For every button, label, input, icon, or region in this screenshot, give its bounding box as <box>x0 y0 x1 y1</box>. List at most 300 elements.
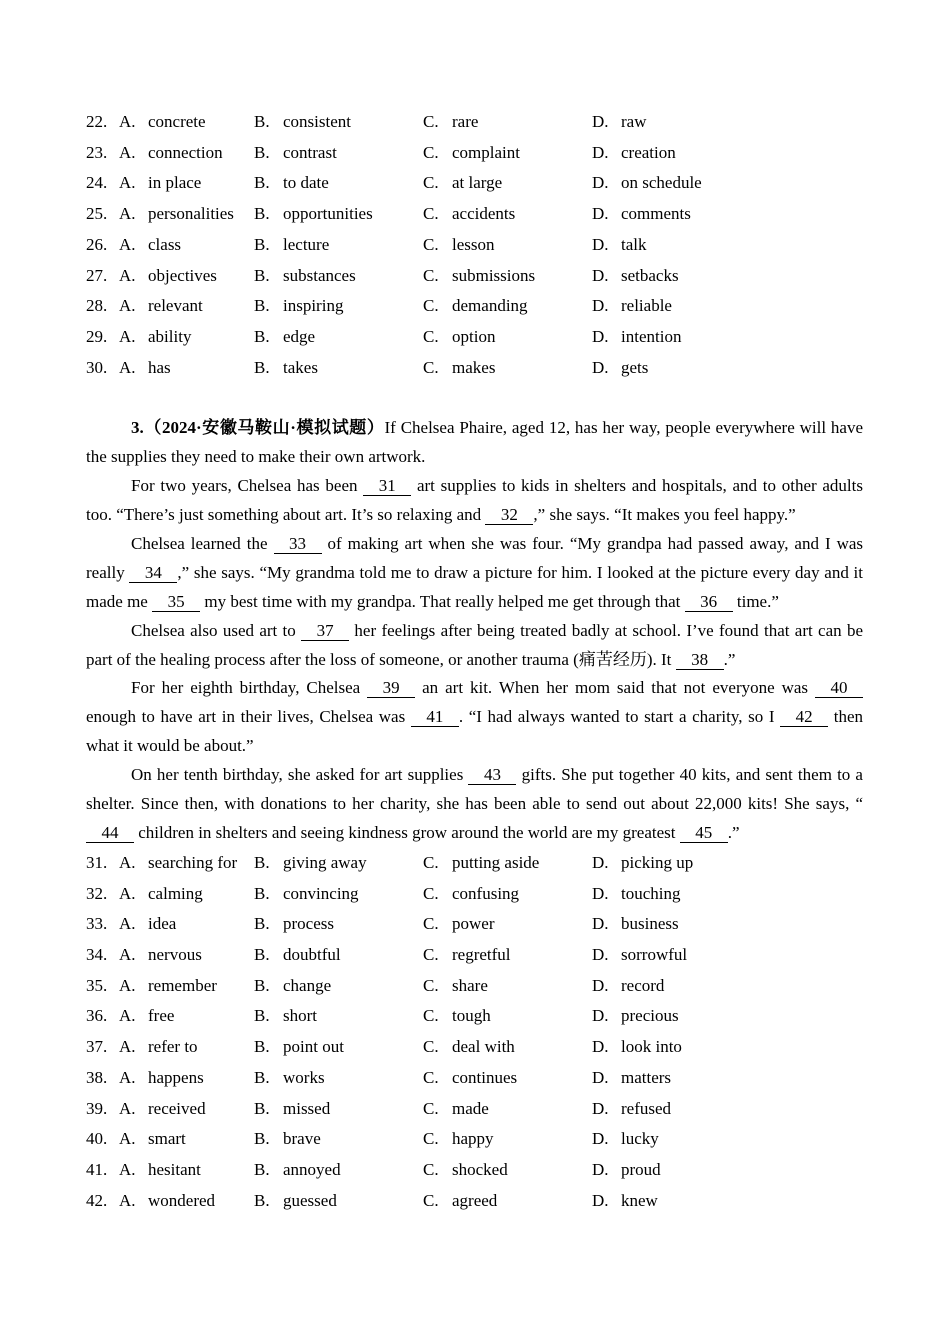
option-text: contrast <box>283 142 337 162</box>
option-b <box>254 909 423 940</box>
option-text: made <box>452 1098 489 1118</box>
option-d <box>592 971 863 1002</box>
option-letter: C. <box>423 296 439 316</box>
option-text: shocked <box>452 1159 508 1179</box>
question-row <box>86 322 863 353</box>
option-letter: D. <box>592 296 609 316</box>
option-letter: C. <box>423 1037 439 1057</box>
option-letter: A. <box>119 975 136 995</box>
option-letter: A. <box>119 1067 136 1087</box>
option-b <box>254 353 423 384</box>
option-letter: C. <box>423 326 439 346</box>
option-text: missed <box>283 1098 331 1118</box>
option-b <box>254 971 423 1002</box>
option-text: regretful <box>452 945 511 965</box>
option-text: lesson <box>452 234 495 254</box>
option-text: sorrowful <box>621 945 688 965</box>
passage-text: ,” she says. “My grandma told me to draw a picture for him. I looked at the picture every day and it made me <box>86 562 863 611</box>
option-text: accidents <box>452 204 516 224</box>
option-a <box>119 291 254 322</box>
option-letter: D. <box>592 173 609 193</box>
option-c <box>423 971 592 1002</box>
option-letter: D. <box>592 914 609 934</box>
option-c <box>423 1032 592 1063</box>
cloze-passage <box>86 414 863 848</box>
option-text: inspiring <box>283 296 344 316</box>
option-c <box>423 1124 592 1155</box>
option-letter: D. <box>592 1159 609 1179</box>
option-text: has <box>148 357 171 377</box>
option-c <box>423 199 592 230</box>
option-text: business <box>621 914 679 934</box>
option-d <box>592 322 863 353</box>
option-letter: B. <box>254 975 270 995</box>
passage-text: then what it would be about.” <box>86 707 863 756</box>
option-d <box>592 940 863 971</box>
option-text: demanding <box>452 296 528 316</box>
option-text: at large <box>452 173 503 193</box>
option-text: substances <box>283 265 356 285</box>
question-number: 37. <box>86 1037 108 1057</box>
option-b <box>254 291 423 322</box>
option-b <box>254 261 423 292</box>
option-text: works <box>283 1067 325 1087</box>
option-text: submissions <box>452 265 536 285</box>
option-text: lucky <box>621 1129 659 1149</box>
option-text: precious <box>621 1006 679 1026</box>
option-letter: B. <box>254 112 270 131</box>
question-number: 38. <box>86 1067 108 1087</box>
question-row <box>86 353 863 384</box>
option-letter: B. <box>254 1159 270 1179</box>
option-letter: B. <box>254 1006 270 1026</box>
option-d <box>592 1155 863 1186</box>
question-number: 35. <box>86 975 108 995</box>
option-letter: C. <box>423 975 439 995</box>
option-text: change <box>283 975 332 995</box>
option-c <box>423 291 592 322</box>
option-letter: C. <box>423 204 439 224</box>
option-letter: A. <box>119 326 136 346</box>
option-c <box>423 261 592 292</box>
option-b <box>254 322 423 353</box>
cloze-blank: 43 <box>468 766 516 785</box>
option-letter: D. <box>592 945 609 965</box>
option-text: in place <box>148 173 202 193</box>
option-b <box>254 107 423 138</box>
option-b <box>254 1186 423 1217</box>
option-text: concrete <box>148 112 206 131</box>
option-text: giving away <box>283 852 367 872</box>
option-a <box>119 168 254 199</box>
cloze-blank: 44 <box>86 824 134 843</box>
option-text: raw <box>621 112 647 131</box>
question-number: 39. <box>86 1098 108 1118</box>
option-text: free <box>148 1006 175 1026</box>
option-letter: D. <box>592 142 609 162</box>
cloze-blank: 41 <box>411 708 459 727</box>
passage-paragraph <box>86 530 863 617</box>
option-letter: A. <box>119 112 136 131</box>
option-d <box>592 909 863 940</box>
option-letter: B. <box>254 265 270 285</box>
option-a <box>119 940 254 971</box>
option-text: look into <box>621 1037 682 1057</box>
option-letter: A. <box>119 914 136 934</box>
option-letter: D. <box>592 112 609 131</box>
option-b <box>254 199 423 230</box>
option-letter: D. <box>592 1129 609 1149</box>
option-letter: D. <box>592 883 609 903</box>
option-b <box>254 1124 423 1155</box>
option-c <box>423 230 592 261</box>
option-letter: D. <box>592 852 609 872</box>
option-letter: A. <box>119 357 136 377</box>
option-letter: A. <box>119 173 136 193</box>
option-c <box>423 1094 592 1125</box>
option-text: point out <box>283 1037 344 1057</box>
option-a <box>119 1032 254 1063</box>
option-letter: C. <box>423 883 439 903</box>
cloze-blank: 40 <box>815 679 863 698</box>
option-letter: B. <box>254 296 270 316</box>
option-text: knew <box>621 1190 658 1210</box>
option-letter: C. <box>423 945 439 965</box>
option-c <box>423 168 592 199</box>
question-row <box>86 138 863 169</box>
option-letter: C. <box>423 1098 439 1118</box>
option-a <box>119 107 254 138</box>
question-number: 22. <box>86 112 108 131</box>
option-text: talk <box>621 234 647 254</box>
option-letter: C. <box>423 112 439 131</box>
question-number: 30. <box>86 357 108 377</box>
option-text: opportunities <box>283 204 373 224</box>
option-b <box>254 879 423 910</box>
option-letter: A. <box>119 296 136 316</box>
option-b <box>254 848 423 879</box>
option-c <box>423 1155 592 1186</box>
option-text: edge <box>283 326 316 346</box>
option-text: relevant <box>148 296 203 316</box>
option-a <box>119 1186 254 1217</box>
option-text: creation <box>621 142 676 162</box>
option-text: comments <box>621 204 691 224</box>
question-row <box>86 879 863 910</box>
option-text: calming <box>148 883 203 903</box>
option-letter: A. <box>119 1006 136 1026</box>
passage-text: ,” she says. “It makes you feel happy.” <box>533 505 796 525</box>
option-letter: C. <box>423 852 439 872</box>
passage-text: of making art when she was four. “My grandpa had passed away, and I was really <box>86 533 864 582</box>
option-letter: B. <box>254 1098 270 1118</box>
option-d <box>592 1063 863 1094</box>
option-d <box>592 353 863 384</box>
option-a <box>119 1094 254 1125</box>
option-text: tough <box>452 1006 491 1026</box>
question-number: 42. <box>86 1190 108 1210</box>
option-letter: B. <box>254 204 270 224</box>
option-text: nervous <box>148 945 202 965</box>
option-letter: A. <box>119 1159 136 1179</box>
option-d <box>592 879 863 910</box>
passage-text: .” <box>727 823 740 843</box>
option-text: on schedule <box>621 173 702 193</box>
option-c <box>423 353 592 384</box>
option-text: process <box>283 914 334 934</box>
option-a <box>119 322 254 353</box>
option-d <box>592 199 863 230</box>
question-number: 33. <box>86 914 108 934</box>
option-letter: A. <box>119 234 136 254</box>
option-letter: A. <box>119 852 136 872</box>
option-letter: A. <box>119 265 136 285</box>
option-letter: B. <box>254 852 270 872</box>
option-text: makes <box>452 357 496 377</box>
option-letter: A. <box>119 1098 136 1118</box>
option-d <box>592 230 863 261</box>
option-b <box>254 1094 423 1125</box>
option-letter: C. <box>423 1159 439 1179</box>
option-a <box>119 848 254 879</box>
question-row <box>86 909 863 940</box>
option-letter: D. <box>592 204 609 224</box>
option-text: continues <box>452 1067 518 1087</box>
question-row <box>86 199 863 230</box>
option-b <box>254 1001 423 1032</box>
option-b <box>254 168 423 199</box>
option-a <box>119 261 254 292</box>
option-d <box>592 168 863 199</box>
option-text: hesitant <box>148 1159 201 1179</box>
option-a <box>119 1001 254 1032</box>
option-letter: A. <box>119 945 136 965</box>
passage-text: For two years, Chelsea has been <box>131 476 364 496</box>
question-row <box>86 261 863 292</box>
option-text: picking up <box>621 852 694 872</box>
cloze-blank: 42 <box>780 708 828 727</box>
option-text: happens <box>148 1067 204 1087</box>
option-text: smart <box>148 1129 186 1149</box>
question-number: 41. <box>86 1159 108 1179</box>
option-b <box>254 138 423 169</box>
question-row <box>86 848 863 879</box>
question-row <box>86 1001 863 1032</box>
option-text: complaint <box>452 142 520 162</box>
option-a <box>119 971 254 1002</box>
question-number: 26. <box>86 234 108 254</box>
option-b <box>254 940 423 971</box>
option-letter: C. <box>423 265 439 285</box>
option-text: gets <box>621 357 649 377</box>
option-text: power <box>452 914 495 934</box>
option-text: annoyed <box>283 1159 341 1179</box>
passage-text: Chelsea learned the <box>131 533 274 553</box>
option-letter: A. <box>119 1037 136 1057</box>
question-row <box>86 1063 863 1094</box>
option-text: refused <box>621 1098 672 1118</box>
option-text: ability <box>148 326 192 346</box>
question-number: 40. <box>86 1129 108 1149</box>
option-d <box>592 1186 863 1217</box>
passage-paragraph <box>86 414 863 472</box>
option-c <box>423 940 592 971</box>
option-letter: B. <box>254 142 270 162</box>
option-c <box>423 1186 592 1217</box>
question-row <box>86 1094 863 1125</box>
option-letter: C. <box>423 357 439 377</box>
option-a <box>119 353 254 384</box>
option-c <box>423 909 592 940</box>
question-number: 32. <box>86 883 108 903</box>
option-a <box>119 199 254 230</box>
cloze-blank: 38 <box>676 651 724 670</box>
passage-text: On her tenth birthday, she asked for art supplies <box>131 765 469 785</box>
option-letter: D. <box>592 1037 609 1057</box>
option-c <box>423 1001 592 1032</box>
question-number: 25. <box>86 204 108 224</box>
option-letter: B. <box>254 1129 270 1149</box>
question-row <box>86 1155 863 1186</box>
option-text: connection <box>148 142 223 162</box>
option-a <box>119 138 254 169</box>
option-a <box>119 230 254 261</box>
option-d <box>592 291 863 322</box>
option-letter: B. <box>254 1067 270 1087</box>
option-letter: C. <box>423 234 439 254</box>
cloze-blank: 33 <box>274 535 322 554</box>
option-letter: B. <box>254 326 270 346</box>
option-letter: B. <box>254 173 270 193</box>
passage-text: . “I had always wanted to start a charity, so I <box>458 707 781 727</box>
passage-text: Chelsea also used art to <box>131 620 302 640</box>
question-number: 29. <box>86 326 108 346</box>
option-letter: B. <box>254 914 270 934</box>
option-text: proud <box>621 1159 661 1179</box>
option-letter: B. <box>254 1190 270 1210</box>
option-text: record <box>621 975 665 995</box>
option-letter: D. <box>592 975 609 995</box>
option-text: share <box>452 975 488 995</box>
option-d <box>592 261 863 292</box>
passage-text: art supplies to kids in shelters and hospitals, and to other adults too. “There’s just something about art. It’s so relaxing and <box>86 476 863 525</box>
cloze-blank: 34 <box>129 564 177 583</box>
option-text: happy <box>452 1129 494 1149</box>
option-letter: A. <box>119 1129 136 1149</box>
option-text: putting aside <box>452 852 540 872</box>
option-text: lecture <box>283 234 330 254</box>
option-text: short <box>283 1006 317 1026</box>
option-text: convincing <box>283 883 359 903</box>
option-letter: D. <box>592 234 609 254</box>
cloze-blank: 36 <box>685 593 733 612</box>
cloze-blank: 39 <box>367 679 415 698</box>
option-text: wondered <box>148 1190 216 1210</box>
question-number: 23. <box>86 142 108 162</box>
option-letter: D. <box>592 265 609 285</box>
question-row <box>86 107 863 138</box>
option-b <box>254 230 423 261</box>
question-row <box>86 940 863 971</box>
option-letter: D. <box>592 1067 609 1087</box>
question-row <box>86 291 863 322</box>
option-letter: B. <box>254 234 270 254</box>
option-text: searching for <box>148 852 238 872</box>
cloze-blank: 35 <box>152 593 200 612</box>
option-text: received <box>148 1098 206 1118</box>
question-number: 27. <box>86 265 108 285</box>
option-letter: C. <box>423 914 439 934</box>
option-text: confusing <box>452 883 520 903</box>
option-text: guessed <box>283 1190 337 1210</box>
options-block-22-30 <box>86 107 863 383</box>
passage-text: time.” <box>732 591 779 611</box>
option-d <box>592 138 863 169</box>
cloze-blank: 32 <box>485 506 533 525</box>
option-a <box>119 1124 254 1155</box>
option-letter: B. <box>254 945 270 965</box>
option-letter: A. <box>119 1190 136 1210</box>
option-text: doubtful <box>283 945 341 965</box>
passage-paragraph <box>86 761 863 848</box>
option-d <box>592 107 863 138</box>
option-text: refer to <box>148 1037 198 1057</box>
option-b <box>254 1032 423 1063</box>
option-text: brave <box>283 1129 321 1149</box>
option-c <box>423 879 592 910</box>
option-letter: A. <box>119 204 136 224</box>
option-letter: D. <box>592 1190 609 1210</box>
option-letter: B. <box>254 357 270 377</box>
option-text: idea <box>148 914 177 934</box>
option-a <box>119 1063 254 1094</box>
passage-text: my best time with my grandpa. That really helped me get through that <box>200 591 685 611</box>
option-c <box>423 138 592 169</box>
question-row <box>86 230 863 261</box>
cloze-blank: 37 <box>301 622 349 641</box>
option-text: intention <box>621 326 682 346</box>
question-number: 24. <box>86 173 108 193</box>
passage-paragraph <box>86 674 863 761</box>
option-text: matters <box>621 1067 672 1087</box>
passage-heading-label: 3.（2024·安徽马鞍山·模拟试题） <box>131 418 385 438</box>
question-row <box>86 1186 863 1217</box>
question-row <box>86 971 863 1002</box>
option-c <box>423 107 592 138</box>
option-c <box>423 848 592 879</box>
option-letter: C. <box>423 1129 439 1149</box>
option-letter: C. <box>423 142 439 162</box>
question-row <box>86 168 863 199</box>
passage-text: For her eighth birthday, Chelsea <box>131 678 368 698</box>
option-text: class <box>148 234 182 254</box>
question-row <box>86 1032 863 1063</box>
option-d <box>592 1124 863 1155</box>
option-letter: A. <box>119 883 136 903</box>
option-letter: C. <box>423 1006 439 1026</box>
option-text: touching <box>621 883 681 903</box>
option-text: objectives <box>148 265 217 285</box>
option-text: consistent <box>283 112 351 131</box>
option-letter: C. <box>423 1190 439 1210</box>
option-letter: D. <box>592 1006 609 1026</box>
question-number: 31. <box>86 852 108 872</box>
option-text: option <box>452 326 496 346</box>
option-a <box>119 879 254 910</box>
passage-text: an art kit. When her mom said that not everyone was <box>415 678 815 698</box>
options-block-31-42 <box>86 848 863 1216</box>
option-text: agreed <box>452 1190 498 1210</box>
